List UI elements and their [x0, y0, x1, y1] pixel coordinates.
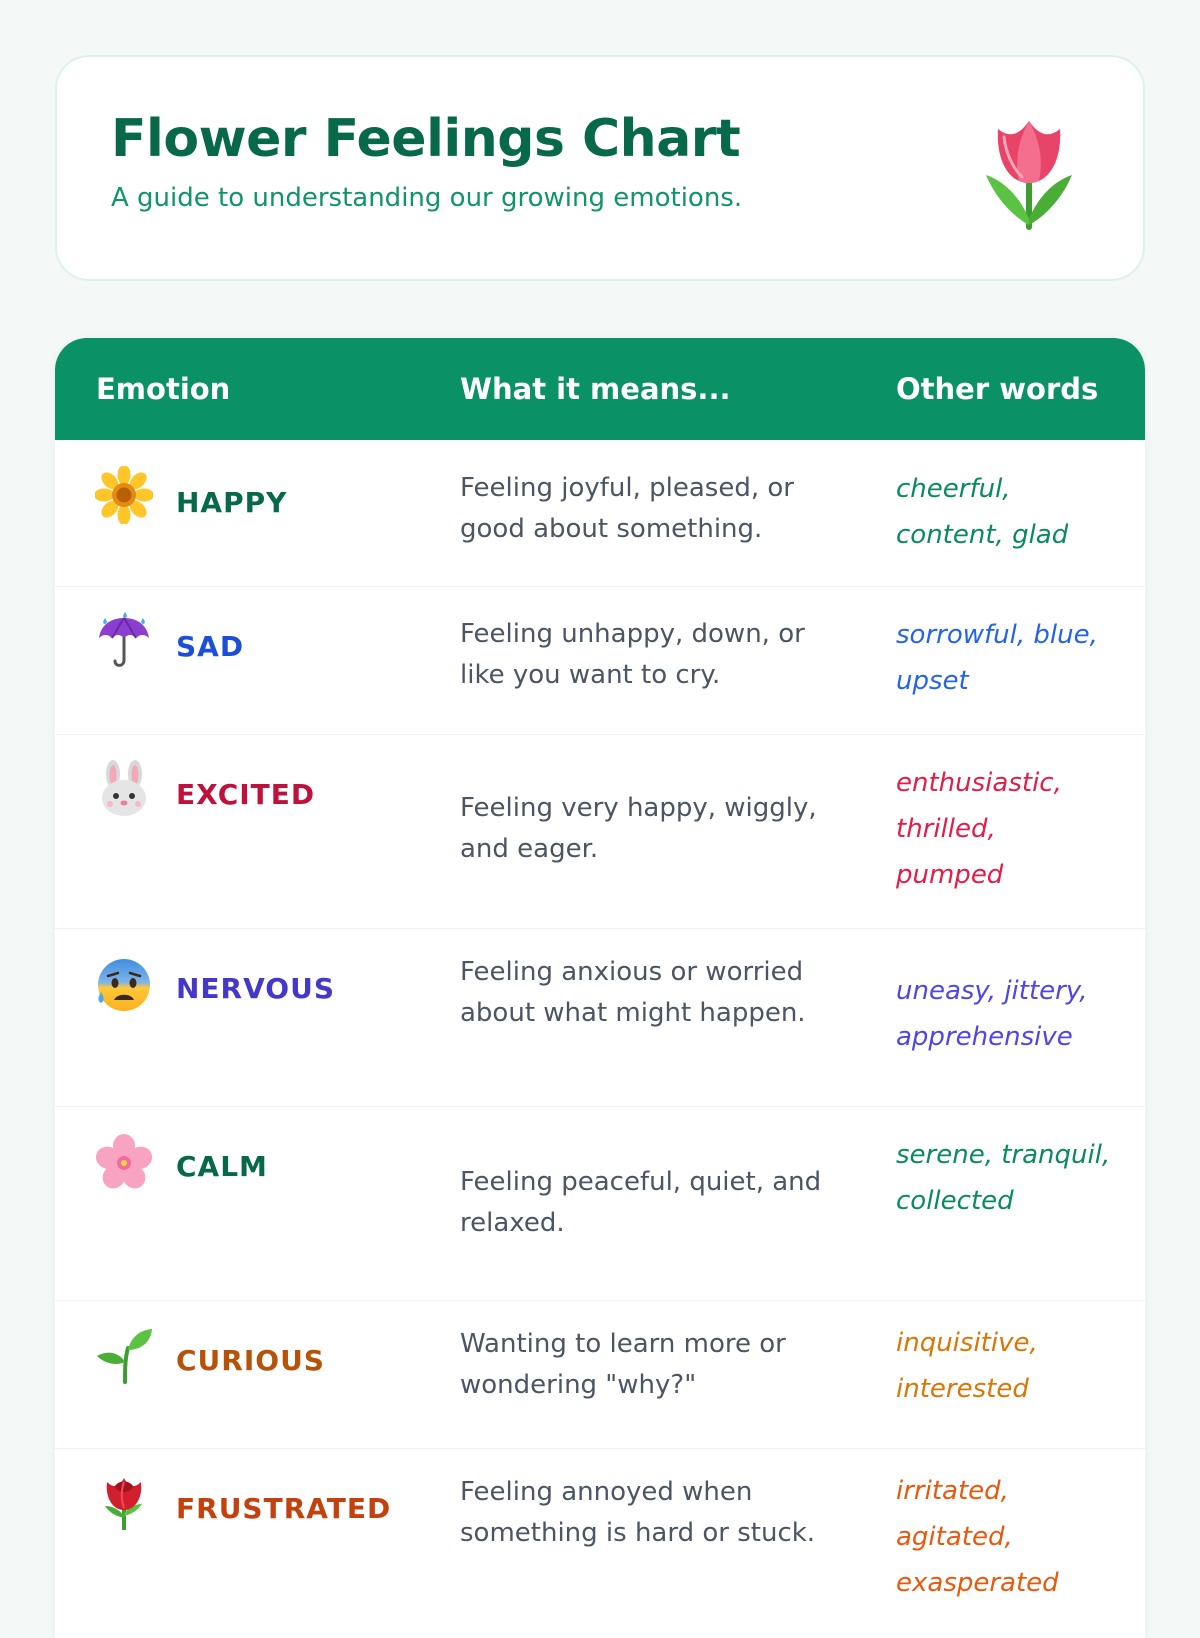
emotion-synonyms: inquisitive, interested	[896, 1328, 1038, 1404]
emotion-meaning: Feeling very happy, wiggly, and eager.	[460, 793, 817, 864]
seedling-icon	[95, 1326, 153, 1384]
rabbit-face-icon	[95, 760, 153, 818]
emotion-synonyms: uneasy, jittery, apprehensive	[896, 976, 1088, 1052]
table-row	[55, 1300, 1145, 1449]
umbrella-rain-icon	[95, 612, 153, 670]
table-row	[55, 1448, 1145, 1638]
emotion-synonyms: serene, tranquil, collected	[896, 1140, 1111, 1216]
emotion-label: SAD	[176, 630, 245, 663]
page-subtitle: A guide to understanding our growing emotions.	[111, 183, 743, 213]
tulip-icon	[974, 107, 1084, 232]
emotion-synonyms: enthusiastic, thrilled, pumped	[896, 768, 1062, 890]
rose-icon	[95, 1472, 153, 1530]
table-row	[55, 586, 1145, 735]
emotion-meaning: Feeling anxious or worried about what might happen.	[460, 957, 806, 1028]
table-header	[55, 338, 1145, 440]
column-header-emotion: Emotion	[96, 372, 231, 406]
emotion-label: NERVOUS	[176, 972, 336, 1005]
table-row	[55, 1106, 1145, 1301]
emotion-label: HAPPY	[176, 486, 288, 519]
header-card	[55, 55, 1145, 281]
table-row	[55, 928, 1145, 1107]
emotion-label: CURIOUS	[176, 1344, 325, 1377]
emotion-label: CALM	[176, 1150, 268, 1183]
cherry-blossom-icon	[95, 1134, 153, 1192]
column-header-other-words: Other words	[896, 372, 1099, 406]
emotion-synonyms: cheerful, content, glad	[896, 474, 1069, 550]
emotion-label: EXCITED	[176, 778, 316, 811]
emotion-label: FRUSTRATED	[176, 1492, 392, 1525]
emotion-meaning: Feeling peaceful, quiet, and relaxed.	[460, 1167, 822, 1238]
anxious-face-icon	[95, 956, 153, 1014]
page-title: Flower Feelings Chart	[111, 109, 741, 169]
emotion-meaning: Wanting to learn more or wondering "why?"	[460, 1329, 786, 1400]
sunflower-icon	[95, 466, 153, 524]
emotion-synonyms: sorrowful, blue, upset	[896, 620, 1098, 696]
emotion-meaning: Feeling annoyed when something is hard or stuck.	[460, 1477, 816, 1548]
emotion-synonyms: irritated, agitated, exasperated	[896, 1476, 1059, 1598]
table-row	[55, 440, 1145, 587]
emotion-meaning: Feeling joyful, pleased, or good about something.	[460, 473, 794, 544]
table-row	[55, 734, 1145, 929]
emotion-meaning: Feeling unhappy, down, or like you want to cry.	[460, 619, 805, 690]
column-header-meaning: What it means...	[460, 372, 731, 406]
feelings-table	[55, 338, 1145, 1638]
